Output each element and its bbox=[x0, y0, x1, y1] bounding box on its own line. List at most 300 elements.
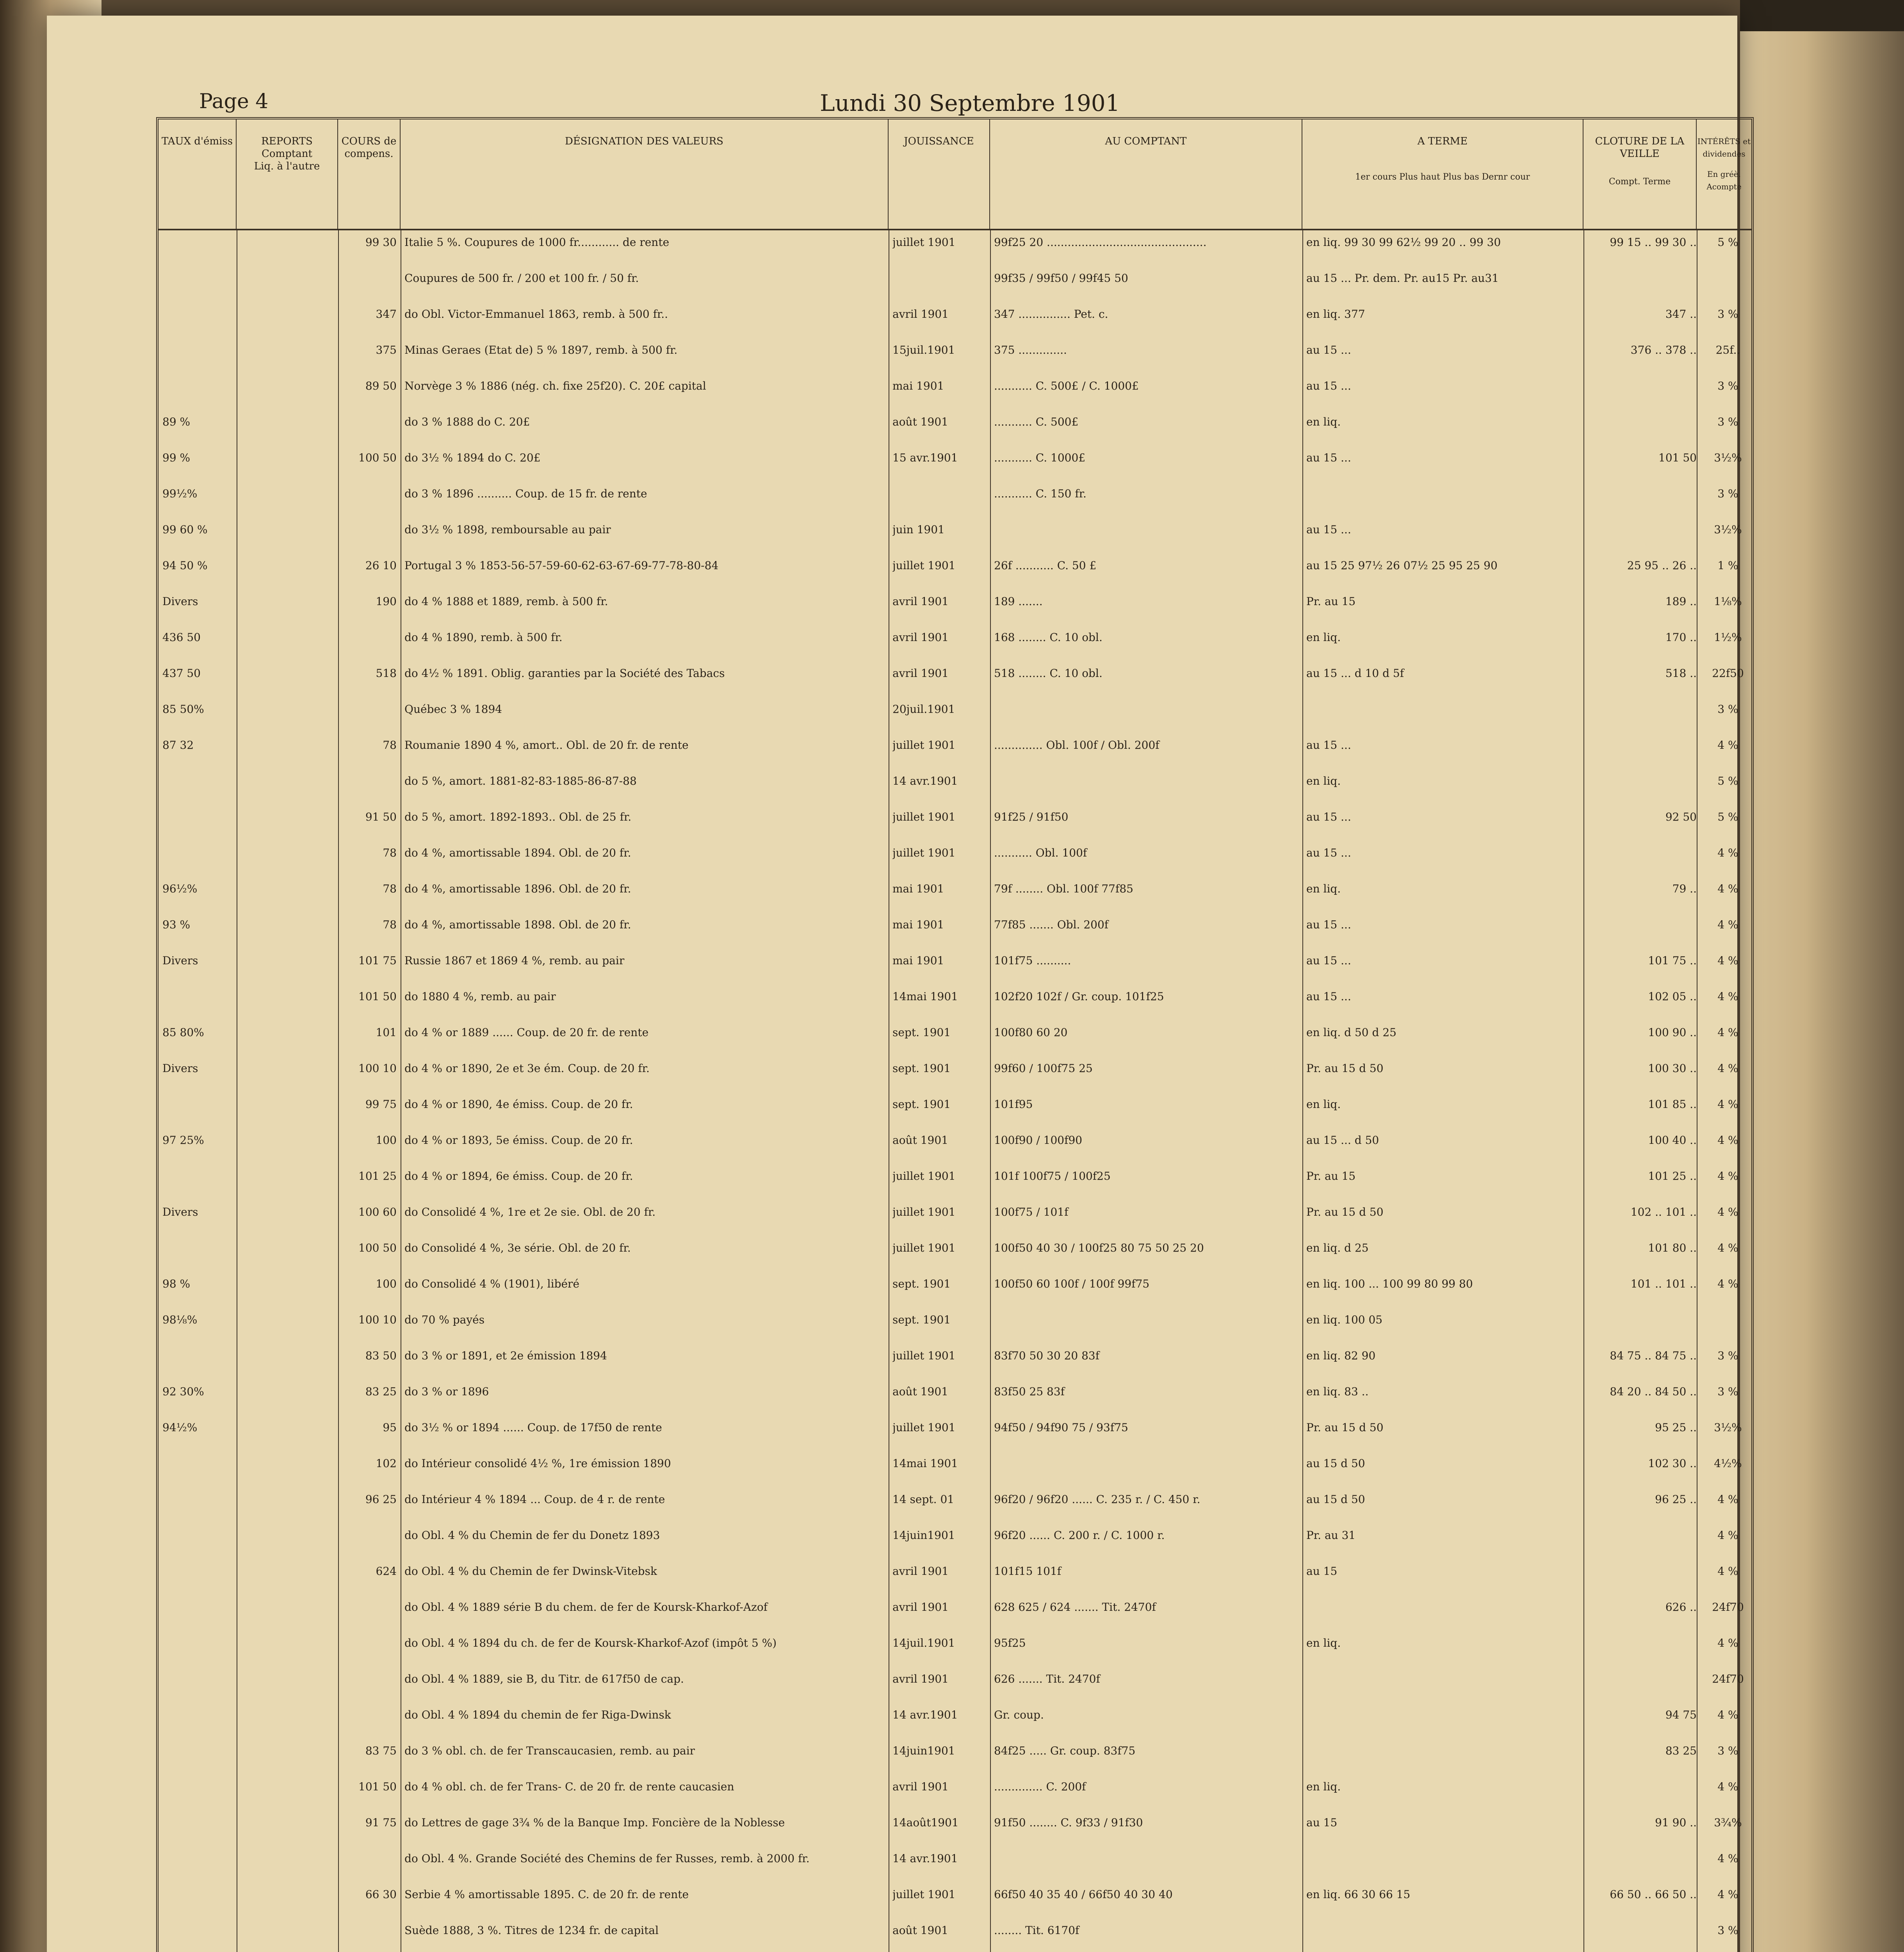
cell-int: 1 % bbox=[1717, 559, 1738, 572]
table-row bbox=[159, 1633, 1751, 1664]
table-row bbox=[159, 1238, 1751, 1269]
cell-jouis: avril 1901 bbox=[892, 1672, 949, 1685]
cell-jouis: mai 1901 bbox=[892, 379, 944, 392]
cell-int: 3 % bbox=[1717, 487, 1738, 500]
cell-compt: 95f25 bbox=[994, 1637, 1026, 1649]
cell-desig: do 5 %, amort. 1892-1893.. Obl. de 25 fr. bbox=[404, 810, 632, 823]
cell-desig: do 4 % or 1889 ...... Coup. de 20 fr. de rente bbox=[404, 1026, 649, 1039]
cell-terme: en liq. bbox=[1306, 415, 1341, 428]
cell-desig: Portugal 3 % 1853-56-57-59-60-62-63-67-69-77-78-80-84 bbox=[404, 559, 719, 572]
cell-jouis: juillet 1901 bbox=[892, 1170, 956, 1183]
cell-cours: 99 75 bbox=[365, 1098, 397, 1111]
cell-taux: 98⅛% bbox=[162, 1313, 198, 1326]
cell-terme: en liq. 82 90 bbox=[1306, 1349, 1376, 1362]
cell-terme: en liq. bbox=[1306, 775, 1341, 787]
cell-int: 4 % bbox=[1717, 1241, 1738, 1254]
right-page-edge bbox=[1740, 0, 1904, 1952]
cell-cours: 83 50 bbox=[365, 1349, 397, 1362]
cell-int: 3 % bbox=[1717, 415, 1738, 428]
table-row bbox=[159, 987, 1751, 1017]
cell-int: 4 % bbox=[1717, 1708, 1738, 1721]
cell-taux: 92 30% bbox=[162, 1385, 204, 1398]
cell-cours: 190 bbox=[376, 595, 397, 608]
cell-compt: ........... C. 1000£ bbox=[994, 451, 1086, 464]
cell-taux: 89 % bbox=[162, 415, 191, 428]
cell-jouis: 14mai 1901 bbox=[892, 990, 958, 1003]
cell-desig: do 3½ % 1898, remboursable au pair bbox=[404, 523, 611, 536]
cell-compt: 94f50 / 94f90 75 / 93f75 bbox=[994, 1421, 1128, 1434]
cell-taux: 437 50 bbox=[162, 667, 201, 680]
cell-taux: Divers bbox=[162, 1062, 198, 1075]
cell-terme: au 15 ... bbox=[1306, 846, 1351, 859]
cell-int: 5 % bbox=[1717, 775, 1738, 787]
cell-int: 4 % bbox=[1717, 1565, 1738, 1578]
cell-compt: 96f20 ...... C. 200 r. / C. 1000 r. bbox=[994, 1529, 1165, 1542]
cell-int: 4 % bbox=[1717, 1062, 1738, 1075]
table-row bbox=[159, 1095, 1751, 1125]
cell-compt: 375 .............. bbox=[994, 344, 1067, 356]
cell-cours: 518 bbox=[376, 667, 397, 680]
cell-jouis: 14juin1901 bbox=[892, 1744, 955, 1757]
cell-cours: 100 bbox=[376, 1134, 397, 1147]
cell-jouis: juillet 1901 bbox=[892, 236, 956, 249]
cell-int: 4½% bbox=[1714, 1457, 1742, 1470]
cell-taux: Divers bbox=[162, 1206, 198, 1218]
cell-jouis: juillet 1901 bbox=[892, 559, 956, 572]
cell-int: 4 % bbox=[1717, 1026, 1738, 1039]
cell-taux: 85 80% bbox=[162, 1026, 204, 1039]
cell-int: 4 % bbox=[1717, 1206, 1738, 1218]
cell-compt: 77f85 ....... Obl. 200f bbox=[994, 918, 1109, 931]
cell-cours: 100 60 bbox=[358, 1206, 397, 1218]
cell-clot: 101 75 .. bbox=[1648, 954, 1697, 967]
cell-terme: Pr. au 15 d 50 bbox=[1306, 1206, 1384, 1218]
cell-cours: 101 50 bbox=[358, 990, 397, 1003]
table-row bbox=[159, 1382, 1751, 1412]
cell-compt: 102f20 102f / Gr. coup. 101f25 bbox=[994, 990, 1164, 1003]
cell-int: 4 % bbox=[1717, 1277, 1738, 1290]
cell-int: 4 % bbox=[1717, 1529, 1738, 1542]
cell-clot: 102 .. 101 .. bbox=[1630, 1206, 1697, 1218]
cell-taux: 97 25% bbox=[162, 1134, 204, 1147]
cell-terme: au 15 d 50 bbox=[1306, 1493, 1365, 1506]
cell-jouis: mai 1901 bbox=[892, 954, 944, 967]
table-header bbox=[159, 119, 1751, 230]
cell-terme: en liq. d 25 bbox=[1306, 1241, 1369, 1254]
cell-compt: 99f35 / 99f50 / 99f45 50 bbox=[994, 272, 1128, 285]
cell-clot: 347 .. bbox=[1665, 308, 1697, 321]
cell-compt: 66f50 40 35 40 / 66f50 40 30 40 bbox=[994, 1888, 1173, 1901]
cell-jouis: août 1901 bbox=[892, 1134, 948, 1147]
cell-desig: Italie 5 %. Coupures de 1000 fr............ de rente bbox=[404, 236, 670, 249]
cell-int: 4 % bbox=[1717, 918, 1738, 931]
col-interets bbox=[1697, 119, 1751, 229]
cell-desig: Roumanie 1890 4 %, amort.. Obl. de 20 fr. de rente bbox=[404, 739, 689, 752]
cell-desig: do 3 % or 1896 bbox=[404, 1385, 489, 1398]
cell-compt: 83f70 50 30 20 83f bbox=[994, 1349, 1100, 1362]
table-row bbox=[159, 1741, 1751, 1772]
cell-terme: au 15 ... bbox=[1306, 954, 1351, 967]
table-row bbox=[159, 1131, 1751, 1161]
cell-compt: 628 625 / 624 ....... Tit. 2470f bbox=[994, 1601, 1156, 1614]
cell-int: 4 % bbox=[1717, 954, 1738, 967]
table-row bbox=[159, 1202, 1751, 1233]
col-interets-title: INTÉRÊTS et dividendes bbox=[1697, 137, 1751, 159]
cell-terme: en liq. 66 30 66 15 bbox=[1306, 1888, 1411, 1901]
cell-int: 4 % bbox=[1717, 846, 1738, 859]
table-row bbox=[159, 412, 1751, 443]
cell-terme: au 15 ... bbox=[1306, 379, 1351, 392]
cell-cours: 347 bbox=[376, 308, 397, 321]
cell-int: 3 % bbox=[1717, 1924, 1738, 1937]
table-row bbox=[159, 1921, 1751, 1951]
cell-taux: Divers bbox=[162, 595, 198, 608]
cell-int: 4 % bbox=[1717, 1493, 1738, 1506]
cell-int: 4 % bbox=[1717, 1637, 1738, 1649]
cell-compt: 101f95 bbox=[994, 1098, 1033, 1111]
page-date: Lundi 30 Septembre 1901 bbox=[820, 90, 1120, 116]
cell-clot: 79 .. bbox=[1672, 882, 1697, 895]
quotation-table bbox=[156, 117, 1754, 1952]
cell-clot: 92 50 bbox=[1665, 810, 1697, 823]
cell-desig: do Obl. 4 % du Chemin de fer Dwinsk-Vitebsk bbox=[404, 1565, 657, 1578]
cell-jouis: avril 1901 bbox=[892, 1565, 949, 1578]
cell-int: 5 % bbox=[1717, 236, 1738, 249]
cell-desig: do Obl. 4 % 1894 du ch. de fer de Koursk-Kharkof-Azof (impôt 5 %) bbox=[404, 1637, 777, 1649]
cell-clot: 518 .. bbox=[1665, 667, 1697, 680]
table-row bbox=[159, 1023, 1751, 1053]
cell-compt: 99f25 20 .............................................. bbox=[994, 236, 1207, 249]
cell-desig: do 4 % or 1894, 6e émiss. Coup. de 20 fr. bbox=[404, 1170, 633, 1183]
cell-taux: 94 50 % bbox=[162, 559, 208, 572]
cell-terme: au 15 bbox=[1306, 1565, 1338, 1578]
cell-compt: .............. C. 200f bbox=[994, 1780, 1086, 1793]
cell-desig: do 3 % 1896 .......... Coup. de 15 fr. de rente bbox=[404, 487, 647, 500]
cell-desig: do Consolidé 4 % (1901), libéré bbox=[404, 1277, 580, 1290]
table-row bbox=[159, 1562, 1751, 1592]
cell-desig: do Obl. 4 % 1889 série B du chem. de fer de Koursk-Kharkof-Azof bbox=[404, 1601, 768, 1614]
cell-cours: 100 bbox=[376, 1277, 397, 1290]
cell-compt: 79f ........ Obl. 100f 77f85 bbox=[994, 882, 1133, 895]
cell-compt: 101f15 101f bbox=[994, 1565, 1062, 1578]
cell-jouis: août 1901 bbox=[892, 415, 948, 428]
page-header bbox=[156, 86, 1757, 121]
table-row bbox=[159, 484, 1751, 515]
col-cloture-title: CLOTURE DE LA VEILLE bbox=[1595, 135, 1685, 160]
cell-jouis: 20juil.1901 bbox=[892, 703, 955, 716]
cell-terme: en liq. bbox=[1306, 1637, 1341, 1649]
cell-terme: Pr. au 15 bbox=[1306, 595, 1356, 608]
cell-clot: 25 95 .. 26 .. bbox=[1627, 559, 1697, 572]
cell-jouis: 14 avr.1901 bbox=[892, 1852, 958, 1865]
table-row bbox=[159, 915, 1751, 946]
cell-compt: 26f ........... C. 50 £ bbox=[994, 559, 1097, 572]
cell-terme: au 15 25 97½ 26 07½ 25 95 25 90 bbox=[1306, 559, 1498, 572]
cell-clot: 83 25 bbox=[1665, 1744, 1697, 1757]
cell-desig: do Intérieur consolidé 4½ %, 1re émission 1890 bbox=[404, 1457, 671, 1470]
cell-desig: do 3 % or 1891, et 2e émission 1894 bbox=[404, 1349, 607, 1362]
cell-clot: 189 .. bbox=[1665, 595, 1697, 608]
cell-desig: do 4 %, amortissable 1894. Obl. de 20 fr. bbox=[404, 846, 631, 859]
cell-cours: 101 25 bbox=[358, 1170, 397, 1183]
cell-compt: ........... C. 500£ / C. 1000£ bbox=[994, 379, 1139, 392]
cell-compt: 101f75 .......... bbox=[994, 954, 1071, 967]
table-row bbox=[159, 1526, 1751, 1556]
cell-int: 4 % bbox=[1717, 1170, 1738, 1183]
cell-desig: do 4 %, amortissable 1896. Obl. de 20 fr. bbox=[404, 882, 631, 895]
cell-terme: en liq. 100 ... 100 99 80 99 80 bbox=[1306, 1277, 1473, 1290]
cell-compt: 100f75 / 101f bbox=[994, 1206, 1069, 1218]
cell-compt: 96f20 / 96f20 ...... C. 235 r. / C. 450 r. bbox=[994, 1493, 1200, 1506]
table-row bbox=[159, 448, 1751, 479]
table-row bbox=[159, 1598, 1751, 1628]
col-terme-title: A TERME bbox=[1417, 135, 1468, 147]
table-row bbox=[159, 1490, 1751, 1520]
cell-terme: en liq. 99 30 99 62½ 99 20 .. 99 30 bbox=[1306, 236, 1501, 249]
cell-terme: au 15 ... bbox=[1306, 739, 1351, 752]
cell-clot: 102 05 .. bbox=[1648, 990, 1697, 1003]
cell-terme: en liq. d 50 d 25 bbox=[1306, 1026, 1396, 1039]
cell-cours: 100 10 bbox=[358, 1062, 397, 1075]
cell-int: 3 % bbox=[1717, 379, 1738, 392]
cell-desig: do Obl. 4 % du Chemin de fer du Donetz 1893 bbox=[404, 1529, 660, 1542]
cell-desig: do 4 % or 1893, 5e émiss. Coup. de 20 fr. bbox=[404, 1134, 633, 1147]
cell-jouis: août 1901 bbox=[892, 1385, 948, 1398]
cell-desig: Norvège 3 % 1886 (nég. ch. fixe 25f20). C. 20£ capital bbox=[404, 379, 706, 392]
col-interets-sub: En gréè. Acompte bbox=[1706, 169, 1742, 191]
cell-jouis: 14juin1901 bbox=[892, 1529, 955, 1542]
dark-corner bbox=[1740, 0, 1904, 31]
cell-desig: do 3 % obl. ch. de fer Transcaucasien, remb. au pair bbox=[404, 1744, 695, 1757]
cell-cours: 102 bbox=[376, 1457, 397, 1470]
cell-desig: Coupures de 500 fr. / 200 et 100 fr. / 50 fr. bbox=[404, 272, 639, 285]
cell-terme: au 15 d 50 bbox=[1306, 1457, 1365, 1470]
cell-clot: 94 75 bbox=[1665, 1708, 1697, 1721]
cell-jouis: 14juil.1901 bbox=[892, 1637, 955, 1649]
cell-cours: 91 75 bbox=[365, 1816, 397, 1829]
table-row bbox=[159, 700, 1751, 730]
col-designation: DÉSIGNATION DES VALEURS bbox=[401, 119, 889, 229]
cell-compt: ........ Tit. 6170f bbox=[994, 1924, 1079, 1937]
cell-taux: 436 50 bbox=[162, 631, 201, 644]
cell-terme: Pr. au 15 d 50 bbox=[1306, 1421, 1384, 1434]
cell-terme: au 15 ... d 10 d 5f bbox=[1306, 667, 1404, 680]
cell-cours: 100 50 bbox=[358, 1241, 397, 1254]
cell-desig: Minas Geraes (Etat de) 5 % 1897, remb. à 500 fr. bbox=[404, 344, 678, 356]
cell-clot: 66 50 .. 66 50 .. bbox=[1610, 1888, 1697, 1901]
cell-compt: 91f50 ........ C. 9f33 / 91f30 bbox=[994, 1816, 1143, 1829]
table-row bbox=[159, 951, 1751, 981]
cell-jouis: 14 sept. 01 bbox=[892, 1493, 955, 1506]
cell-clot: 102 30 .. bbox=[1648, 1457, 1697, 1470]
cell-clot: 84 75 .. 84 75 .. bbox=[1610, 1349, 1697, 1362]
cell-clot: 101 .. 101 .. bbox=[1630, 1277, 1697, 1290]
cell-jouis: juillet 1901 bbox=[892, 1888, 956, 1901]
col-taux: TAUX d'émiss bbox=[159, 119, 237, 229]
cell-jouis: sept. 1901 bbox=[892, 1098, 951, 1111]
cell-int: 1½% bbox=[1714, 631, 1742, 644]
cell-compt: ........... Obl. 100f bbox=[994, 846, 1087, 859]
cell-cours: 95 bbox=[383, 1421, 397, 1434]
cell-jouis: juillet 1901 bbox=[892, 739, 956, 752]
cell-desig: do 70 % payés bbox=[404, 1313, 485, 1326]
cell-desig: do 4 % or 1890, 4e émiss. Coup. de 20 fr. bbox=[404, 1098, 633, 1111]
cell-desig: do 4 %, amortissable 1898. Obl. de 20 fr. bbox=[404, 918, 631, 931]
cell-jouis: 14 avr.1901 bbox=[892, 775, 958, 787]
cell-jouis: avril 1901 bbox=[892, 308, 949, 321]
cell-int: 3 % bbox=[1717, 703, 1738, 716]
cell-jouis: avril 1901 bbox=[892, 667, 949, 680]
cell-desig: do Consolidé 4 %, 1re et 2e sie. Obl. de 20 fr. bbox=[404, 1206, 656, 1218]
table-row bbox=[159, 1167, 1751, 1197]
cell-cours: 83 75 bbox=[365, 1744, 397, 1757]
cell-jouis: avril 1901 bbox=[892, 1601, 949, 1614]
table-row bbox=[159, 556, 1751, 586]
cell-cours: 78 bbox=[383, 918, 397, 931]
cell-cours: 78 bbox=[383, 846, 397, 859]
cell-jouis: mai 1901 bbox=[892, 882, 944, 895]
table-row bbox=[159, 1310, 1751, 1341]
table-row bbox=[159, 305, 1751, 335]
cell-desig: do 3½ % 1894 do C. 20£ bbox=[404, 451, 541, 464]
cell-terme: au 15 ... bbox=[1306, 523, 1351, 536]
cell-cours: 91 50 bbox=[365, 810, 397, 823]
col-cloture-sub: Compt. Terme bbox=[1608, 177, 1671, 187]
cell-int: 4 % bbox=[1717, 1852, 1738, 1865]
cell-desig: do 4 % 1890, remb. à 500 fr. bbox=[404, 631, 563, 644]
cell-terme: en liq. bbox=[1306, 1780, 1341, 1793]
table-row bbox=[159, 592, 1751, 622]
cell-taux: 99 60 % bbox=[162, 523, 208, 536]
cell-jouis: juillet 1901 bbox=[892, 846, 956, 859]
table-row bbox=[159, 1669, 1751, 1700]
cell-int: 4 % bbox=[1717, 882, 1738, 895]
cell-desig: do 1880 4 %, remb. au pair bbox=[404, 990, 556, 1003]
cell-cours: 375 bbox=[376, 344, 397, 356]
table-row bbox=[159, 664, 1751, 694]
cell-cours: 99 30 bbox=[365, 236, 397, 249]
cell-int: 3½% bbox=[1714, 523, 1742, 536]
cell-terme: au 15 ... bbox=[1306, 451, 1351, 464]
cell-jouis: juin 1901 bbox=[892, 523, 945, 536]
cell-terme: en liq. bbox=[1306, 882, 1341, 895]
cell-jouis: 15 avr.1901 bbox=[892, 451, 958, 464]
cell-compt: 100f50 60 100f / 100f 99f75 bbox=[994, 1277, 1150, 1290]
cell-taux: 94½% bbox=[162, 1421, 198, 1434]
table-row bbox=[159, 1059, 1751, 1089]
cell-compt: 626 ....... Tit. 2470f bbox=[994, 1672, 1100, 1685]
col-comptant: AU COMPTANT bbox=[990, 119, 1302, 229]
cell-compt: ........... C. 150 fr. bbox=[994, 487, 1086, 500]
cell-compt: ........... C. 500£ bbox=[994, 415, 1079, 428]
cell-terme: en liq. 100 05 bbox=[1306, 1313, 1383, 1326]
cell-cours: 26 10 bbox=[365, 559, 397, 572]
cell-int: 5 % bbox=[1717, 810, 1738, 823]
cell-compt: Gr. coup. bbox=[994, 1708, 1044, 1721]
table-row bbox=[159, 1777, 1751, 1808]
table-row bbox=[159, 376, 1751, 407]
cell-cours: 101 bbox=[376, 1026, 397, 1039]
cell-terme: au 15 ... bbox=[1306, 990, 1351, 1003]
cell-clot: 376 .. 378 .. bbox=[1630, 344, 1697, 356]
cell-jouis: sept. 1901 bbox=[892, 1026, 951, 1039]
cell-cours: 96 25 bbox=[365, 1493, 397, 1506]
cell-int: 4 % bbox=[1717, 1098, 1738, 1111]
col-reports bbox=[237, 119, 338, 229]
cell-desig: do 4 % or 1890, 2e et 3e ém. Coup. de 20 fr. bbox=[404, 1062, 650, 1075]
cell-jouis: sept. 1901 bbox=[892, 1277, 951, 1290]
col-jouissance: JOUISSANCE bbox=[889, 119, 990, 229]
cell-compt: 347 ............... Pet. c. bbox=[994, 308, 1108, 321]
cell-desig: do 4 % 1888 et 1889, remb. à 500 fr. bbox=[404, 595, 608, 608]
cell-compt: 83f50 25 83f bbox=[994, 1385, 1065, 1398]
col-cours: COURS de compens. bbox=[338, 119, 401, 229]
col-terme bbox=[1302, 119, 1583, 229]
cell-jouis: avril 1901 bbox=[892, 631, 949, 644]
table-row bbox=[159, 628, 1751, 658]
cell-terme: en liq. bbox=[1306, 631, 1341, 644]
cell-jouis: sept. 1901 bbox=[892, 1313, 951, 1326]
cell-jouis: 14mai 1901 bbox=[892, 1457, 958, 1470]
cell-int: 3½% bbox=[1714, 1421, 1742, 1434]
cell-cours: 78 bbox=[383, 739, 397, 752]
cell-compt: 168 ........ C. 10 obl. bbox=[994, 631, 1103, 644]
col-reports-sub2: Liq. à l'autre bbox=[254, 160, 320, 172]
cell-desig: do 4½ % 1891. Oblig. garanties par la Société des Tabacs bbox=[404, 667, 725, 680]
cell-taux: 87 32 bbox=[162, 739, 194, 752]
cell-clot: 100 30 .. bbox=[1648, 1062, 1697, 1075]
cell-cours: 100 10 bbox=[358, 1313, 397, 1326]
table-row bbox=[159, 1346, 1751, 1377]
cell-taux: 99½% bbox=[162, 487, 198, 500]
table-row bbox=[159, 843, 1751, 874]
table-row bbox=[159, 1849, 1751, 1879]
cell-desig: do Obl. 4 %. Grande Société des Chemins de fer Russes, remb. à 2000 fr. bbox=[404, 1852, 810, 1865]
cell-desig: do Consolidé 4 %, 3e série. Obl. de 20 fr. bbox=[404, 1241, 631, 1254]
cell-desig: Serbie 4 % amortissable 1895. C. de 20 fr. de rente bbox=[404, 1888, 689, 1901]
col-reports-sub1: Comptant bbox=[262, 148, 312, 160]
cell-taux: 96½% bbox=[162, 882, 198, 895]
cell-clot: 101 85 .. bbox=[1648, 1098, 1697, 1111]
cell-desig: do 3 % 1888 do C. 20£ bbox=[404, 415, 530, 428]
cell-int: 3 % bbox=[1717, 308, 1738, 321]
cell-cours: 83 25 bbox=[365, 1385, 397, 1398]
cell-desig: do 3½ % or 1894 ...... Coup. de 17f50 de rente bbox=[404, 1421, 662, 1434]
cell-taux: 93 % bbox=[162, 918, 191, 931]
cell-jouis: mai 1901 bbox=[892, 918, 944, 931]
cell-cours: 101 75 bbox=[358, 954, 397, 967]
cell-int: 3½% bbox=[1714, 451, 1742, 464]
cell-clot: 101 25 .. bbox=[1648, 1170, 1697, 1183]
cell-int: 3 % bbox=[1717, 1744, 1738, 1757]
cell-desig: do 4 % obl. ch. de fer Trans- C. de 20 fr. de rente caucasien bbox=[404, 1780, 734, 1793]
cell-desig: do Obl. 4 % 1889, sie B, du Titr. de 617f50 de cap. bbox=[404, 1672, 684, 1685]
cell-cours: 101 50 bbox=[358, 1780, 397, 1793]
cell-int: 4 % bbox=[1717, 739, 1738, 752]
cell-compt: 101f 100f75 / 100f25 bbox=[994, 1170, 1111, 1183]
table-row bbox=[159, 520, 1751, 550]
cell-terme: en liq. 83 .. bbox=[1306, 1385, 1369, 1398]
cell-desig: Québec 3 % 1894 bbox=[404, 703, 502, 716]
cell-taux: 85 50% bbox=[162, 703, 204, 716]
table-row bbox=[159, 1454, 1751, 1484]
cell-jouis: 14 avr.1901 bbox=[892, 1708, 958, 1721]
cell-int: 3 % bbox=[1717, 1385, 1738, 1398]
cell-clot: 91 90 .. bbox=[1655, 1816, 1697, 1829]
cell-taux: 99 % bbox=[162, 451, 191, 464]
cell-jouis: 15juil.1901 bbox=[892, 344, 955, 356]
table-row bbox=[159, 1885, 1751, 1915]
